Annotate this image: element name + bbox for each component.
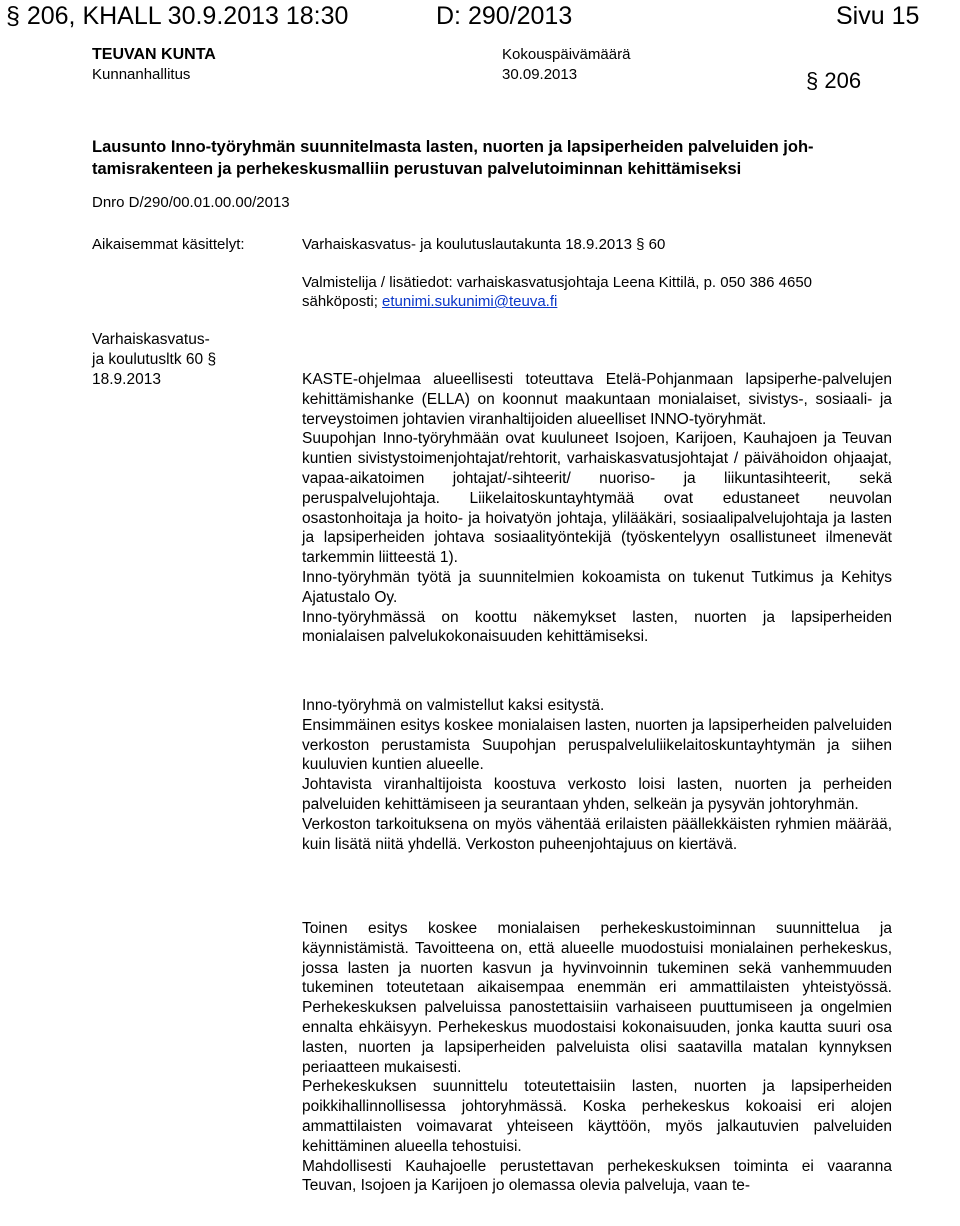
paragraph: Verkoston tarkoituksena on myös vähentää erilaisten päällekkäisten ryhmien määrää, kuin lisätä niitä yhdellä. Verkoston puheenjohtajuus on kiertävä. bbox=[302, 815, 892, 853]
paragraph: Ensimmäinen esitys koskee monialaisen lasten, nuorten ja lapsiperheiden palveluiden verkoston perustamista Suupohjan peruspalveluliikelaitoskuntayhtymän ja siihen kuuluvien kuntien alueelle. bbox=[302, 716, 892, 774]
paragraph: Inno-työryhmä on valmistellut kaksi esitystä. bbox=[302, 697, 605, 714]
preparer-email-line bbox=[302, 293, 557, 310]
paragraph: Johtavista viranhaltijoista koostuva verkosto loisi lasten, nuorten ja perheiden palveluiden kehittämiseen ja seurantaan yhden, selkeän ja pysyvän johtoryhmän. bbox=[302, 776, 892, 813]
paragraph: KASTE-ohjelmaa alueellisesti toteuttava Etelä-Pohjanmaan lapsiperhe-palvelujen kehittämishanke (ELLA) on koonnut maakuntaan monialaiset, sivistys-, sosiaali- ja terveystoimen johtavien viranhaltijoiden alueelliset INNO-työryhmät. bbox=[302, 371, 892, 428]
document-title bbox=[92, 136, 814, 180]
paragraph: Mahdollisesti Kauhajoelle perustettavan perhekeskuksen toiminta ei vaaranna Teuvan, Isojoen ja Karijoen jo olemassa olevia palveluja, vaan te- bbox=[302, 1157, 892, 1195]
paragraph: Perhekeskuksen suunnittelu toteutettaisiin lasten, nuorten ja lapsiperheiden poikkihallinnollisessa johtoryhmässä. Koska perhekeskus kokoaisi eri alojen ammattilaisten voimavarat yhteiseen käyttöön, myös jalkautuvien palveluiden kehittäminen alueella tehostuisi. bbox=[302, 1078, 892, 1155]
running-header-left: § 206, KHALL 30.9.2013 18:30 bbox=[6, 2, 349, 30]
side-label-date: 18.9.2013 bbox=[92, 370, 161, 388]
title-line-2: tamisrakenteen ja perhekeskusmalliin perustuvan palvelutoiminnan kehittämiseksi bbox=[92, 160, 742, 178]
body-group-3 bbox=[302, 919, 892, 1196]
prior-handling-value: Varhaiskasvatus- ja koulutuslautakunta 18.9.2013 § 60 bbox=[302, 236, 666, 253]
body-group-1 bbox=[302, 370, 892, 647]
section-number: § 206 bbox=[806, 68, 862, 93]
running-header-middle: D: 290/2013 bbox=[436, 2, 573, 30]
side-label-line-1: Varhaiskasvatus- bbox=[92, 331, 210, 348]
paragraph: Inno-työryhmän työtä ja suunnitelmien kokoamista on tukenut Tutkimus ja Kehitys Ajatustalo Oy. bbox=[302, 568, 892, 606]
preparer-info: Valmistelija / lisätiedot: varhaiskasvatusjohtaja Leena Kittilä, p. 050 386 4650 bbox=[302, 274, 813, 291]
side-label-line-2: ja koulutusltk 60 § bbox=[92, 350, 217, 368]
running-header-page: Sivu 15 bbox=[836, 2, 920, 30]
paragraph: Toinen esitys koskee monialaisen perhekeskustoiminnan suunnittelua ja käynnistämistä. Tavoitteena on, että alueelle muodostuisi monialainen perhekeskus, jossa lasten ja nuorten kasvun ja hyvinvoinnin tukeminen sekä vanhemmuuden tukeminen toteutetaan aikaisempaa enemmän eri ammattilaisten yhteistyössä. Perhekeskuksen palveluissa panostettaisiin varhaiseen puuttumiseen ja ongelmien ennalta ehkäisyyn. Perhekeskus muodostaisi kokonaisuuden, jonka kautta suuri osa lasten, nuorten ja lapsiperheiden palveluista olisi saatavilla matalan kynnyksen periaatteen mukaisesti. bbox=[302, 920, 892, 1076]
title-line-1: Lausunto Inno-työryhmän suunnitelmasta lasten, nuorten ja lapsiperheiden palveluiden joh- bbox=[92, 138, 814, 156]
dnro: Dnro D/290/00.01.00.00/2013 bbox=[92, 194, 290, 211]
prior-handling-label: Aikaisemmat käsittelyt: bbox=[92, 236, 245, 253]
organization-name: TEUVAN KUNTA bbox=[92, 46, 216, 63]
side-label bbox=[92, 330, 216, 389]
meeting-date: 30.09.2013 bbox=[502, 66, 578, 83]
email-link[interactable]: etunimi.sukunimi@teuva.fi bbox=[382, 293, 558, 310]
paragraph: Inno-työryhmässä on koottu näkemykset lasten, nuorten ja lapsiperheiden monialaisen palvelukokonaisuuden kehittämiseksi. bbox=[302, 608, 892, 646]
body-group-2 bbox=[302, 696, 892, 854]
committee-name: Kunnanhallitus bbox=[92, 66, 191, 83]
paragraph: Suupohjan Inno-työryhmään ovat kuuluneet Isojoen, Karijoen, Kauhajoen ja Teuvan kuntien sivistystoimenjohtajat/rehtorit, varhaiskasvatusjohtajat / päivähoidon ohjaajat, vapaa-aikatoimen johtajat/-sihteerit/ nuoriso- ja liikuntasihteerit, sekä peruspalvelujohtaja. Liikelaitoskuntayhtymää ovat edustaneet neuvolan osastonhoitaja ja hoito- ja hoivatyön johtaja, ylilääkäri, sosiaalipalvelujohtaja ja lasten ja lapsiperheiden johtava sosiaalityöntekijä (työskentelyyn osallistuneet ilmenevät tarkemmin liitteestä 1). bbox=[302, 430, 892, 567]
meeting-date-label: Kokouspäivämäärä bbox=[502, 46, 631, 63]
email-label: sähköposti; bbox=[302, 293, 383, 310]
